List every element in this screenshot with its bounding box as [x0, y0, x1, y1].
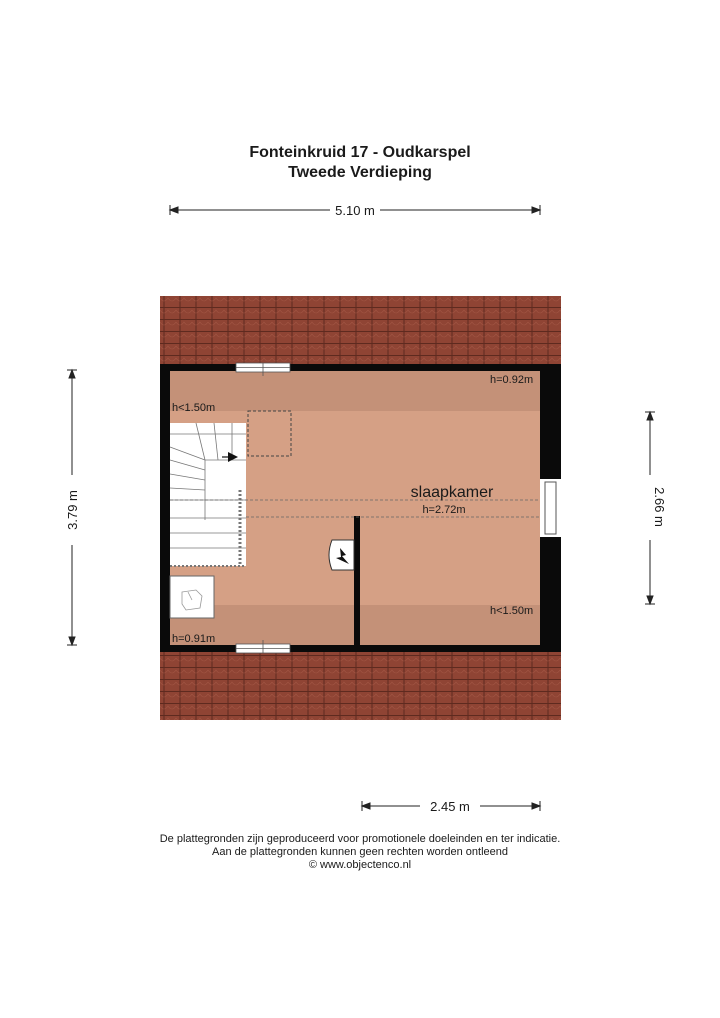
roof-top [160, 296, 561, 366]
dim-top-label: 5.10 m [335, 203, 375, 218]
appliance-box [170, 576, 214, 618]
room-height: h=2.72m [422, 504, 466, 516]
window-right [540, 479, 561, 537]
plan-title: Fonteinkruid 17 - Oudkarspel [249, 144, 471, 161]
heater-unit [329, 540, 354, 570]
height-label-bottom-left: h=0.91m [172, 633, 216, 645]
height-label-bottom-right: h<1.50m [490, 605, 534, 617]
height-label-top-right: h=0.92m [490, 374, 534, 386]
room-name: slaapkamer [410, 484, 494, 501]
plan-subtitle: Tweede Verdieping [288, 164, 432, 181]
dim-left-label: 3.79 m [65, 490, 80, 530]
disclaimer-line-1: De plattegronden zijn geproduceerd voor promotionele doeleinden en ter indicatie. [159, 833, 561, 845]
disclaimer-line-2: Aan de plattegronden kunnen geen rechten worden ontleend [211, 846, 508, 858]
copyright-link[interactable]: © www.objectenco.nl [308, 859, 412, 871]
height-label-top-left: h<1.50m [172, 402, 216, 414]
roof-bottom [160, 651, 561, 720]
staircase [170, 423, 246, 566]
dim-bottom-label: 2.45 m [430, 799, 470, 814]
dim-right-label: 2.66 m [652, 487, 667, 527]
